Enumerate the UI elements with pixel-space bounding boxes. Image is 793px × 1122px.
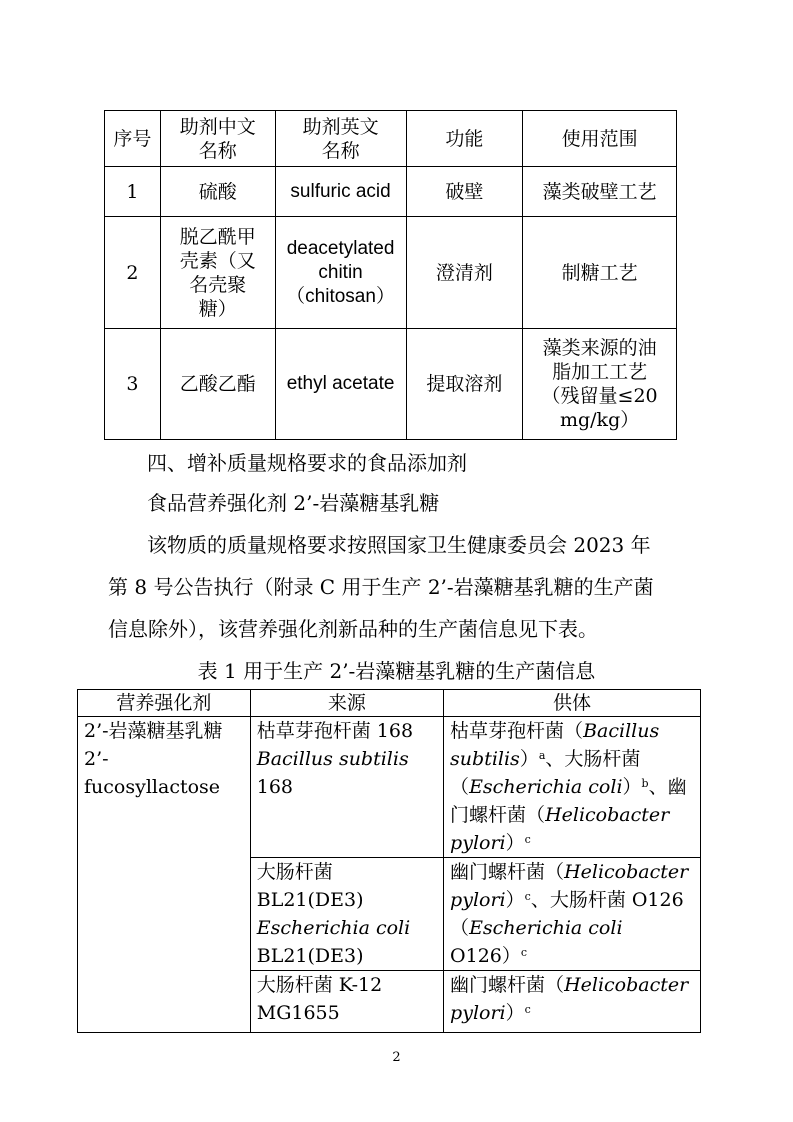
header-function: 功能 bbox=[406, 111, 523, 167]
latin-name: pylori bbox=[450, 832, 506, 854]
latin-name: pylori bbox=[450, 1002, 506, 1024]
source-cn: 大肠杆菌 bbox=[256, 861, 333, 883]
sub-heading: 食品营养强化剂 2’-岩藻糖基乳糖 bbox=[147, 491, 440, 515]
donor-text: 枯草芽孢杆菌（ bbox=[450, 720, 584, 742]
latin-name: Helicobacter bbox=[564, 861, 689, 883]
cell-function: 破壁 bbox=[406, 167, 523, 217]
cell-donor bbox=[444, 971, 701, 1033]
header-en-name: 助剂英文 名称 bbox=[275, 111, 406, 167]
additive-table bbox=[104, 110, 677, 440]
donor-text: ） bbox=[622, 776, 642, 798]
strain-table bbox=[77, 689, 701, 1033]
latin-name: Helicobacter bbox=[545, 804, 670, 826]
body-text-line: 第 8 号公告执行（附录 C 用于生产 2’-岩藻糖基乳糖的生产菌 bbox=[108, 575, 654, 599]
cell-source bbox=[250, 971, 443, 1033]
donor-text: （ bbox=[450, 776, 470, 798]
cell-cn-name: 硫酸 bbox=[160, 167, 275, 217]
footnote-mark: b bbox=[641, 777, 649, 790]
latin-name: Bacillus bbox=[583, 720, 660, 742]
latin-name: Escherichia coli bbox=[469, 917, 623, 939]
additive-table-header-row bbox=[105, 111, 677, 167]
header-cn-name: 助剂中文 名称 bbox=[160, 111, 275, 167]
footnote-mark: c bbox=[520, 946, 528, 959]
fortifier-cn: 2’-岩藻糖基乳糖 bbox=[84, 720, 223, 742]
cell-en-name: deacetylated chitin （chitosan） bbox=[275, 217, 406, 329]
strain-table-header-row bbox=[78, 690, 701, 717]
source-cn: 大肠杆菌 K-12 bbox=[256, 974, 383, 996]
strain-code: BL21(DE3) bbox=[256, 945, 364, 967]
cell-scope: 藻类破壁工艺 bbox=[523, 167, 677, 217]
table-row bbox=[105, 329, 677, 440]
donor-text: 门螺杆菌（ bbox=[450, 804, 546, 826]
cell-donor bbox=[444, 858, 701, 971]
body-text-line: 信息除外），该营养强化剂新品种的生产菌信息见下表。 bbox=[108, 617, 598, 641]
cell-source bbox=[250, 858, 443, 971]
table-row bbox=[105, 217, 677, 329]
cell-cn-name: 脱乙酰甲 壳素（又 名壳聚 糖） bbox=[160, 217, 275, 329]
footnote-mark: a bbox=[538, 749, 546, 762]
strain-code: MG1655 bbox=[256, 1002, 340, 1024]
header-no: 序号 bbox=[105, 111, 161, 167]
cell-scope: 制糖工艺 bbox=[523, 217, 677, 329]
donor-text: ） bbox=[505, 1002, 525, 1024]
cell-scope: 藻类来源的油 脂加工工艺 （残留量≤20 mg/kg） bbox=[523, 329, 677, 440]
source-latin bbox=[257, 745, 437, 801]
latin-name: Helicobacter bbox=[564, 974, 689, 996]
cell-no: 3 bbox=[105, 329, 161, 440]
cell-en-name: sulfuric acid bbox=[275, 167, 406, 217]
footnote-mark: c bbox=[524, 833, 531, 846]
latin-name: Bacillus subtilis bbox=[256, 748, 409, 770]
donor-text: ） bbox=[505, 889, 525, 911]
donor-text: O126） bbox=[450, 945, 521, 967]
donor-text: ） bbox=[519, 748, 539, 770]
source-cn: 枯草芽孢杆菌 168 bbox=[256, 720, 414, 742]
cell-donor bbox=[444, 717, 701, 858]
cell-function: 提取溶剂 bbox=[406, 329, 523, 440]
body-text-line: 该物质的质量规格要求按照国家卫生健康委员会 2023 年 bbox=[147, 533, 651, 557]
cell-cn-name: 乙酸乙酯 bbox=[160, 329, 275, 440]
cell-no: 1 bbox=[105, 167, 161, 217]
footnote-mark: c bbox=[524, 1003, 531, 1016]
footnote-mark: c bbox=[524, 890, 531, 903]
strain-code: BL21(DE3) bbox=[256, 889, 364, 911]
table-row bbox=[105, 167, 677, 217]
latin-name: pylori bbox=[450, 889, 506, 911]
cell-no: 2 bbox=[105, 217, 161, 329]
section-heading: 四、增补质量规格要求的食品添加剂 bbox=[147, 451, 467, 475]
header-source: 来源 bbox=[250, 690, 443, 717]
table-row bbox=[78, 717, 701, 858]
table-caption: 表 1 用于生产 2’-岩藻糖基乳糖的生产菌信息 bbox=[197, 659, 596, 683]
fortifier-en: 2’-fucosyllactose bbox=[84, 748, 221, 798]
header-scope: 使用范围 bbox=[523, 111, 677, 167]
donor-text: （ bbox=[450, 917, 470, 939]
donor-text: 、大肠杆菌 bbox=[545, 748, 641, 770]
donor-text: 、幽 bbox=[648, 776, 687, 798]
latin-name: Escherichia coli bbox=[469, 776, 623, 798]
donor-text: 幽门螺杆菌（ bbox=[450, 861, 565, 883]
donor-text: 、大肠杆菌 O126 bbox=[530, 889, 684, 911]
donor-text: ） bbox=[505, 832, 525, 854]
cell-function: 澄清剂 bbox=[406, 217, 523, 329]
header-donor: 供体 bbox=[444, 690, 701, 717]
page-number: 2 bbox=[392, 1050, 401, 1065]
cell-fortifier bbox=[78, 717, 251, 1033]
donor-text: 幽门螺杆菌（ bbox=[450, 974, 565, 996]
latin-name: Escherichia coli bbox=[256, 917, 411, 939]
cell-en-name: ethyl acetate bbox=[275, 329, 406, 440]
strain-code: 168 bbox=[256, 776, 294, 798]
cell-source bbox=[250, 717, 443, 858]
latin-name: subtilis bbox=[450, 748, 520, 770]
header-fortifier: 营养强化剂 bbox=[78, 690, 251, 717]
